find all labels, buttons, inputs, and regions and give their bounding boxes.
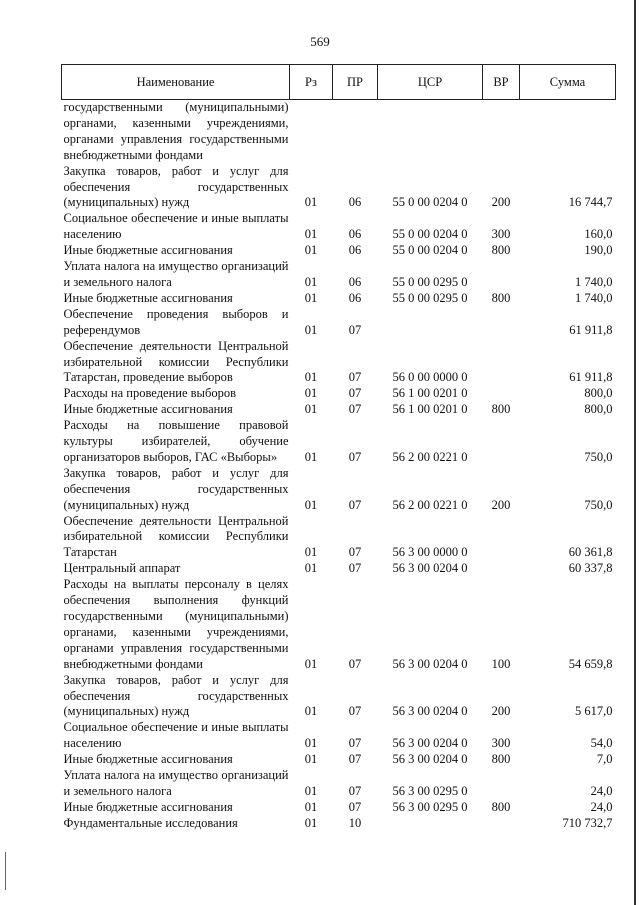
cell-vr: 200 (491, 704, 511, 719)
cell-vr (483, 561, 520, 577)
header-rz: Рз (290, 65, 333, 100)
cell-csr: 56 3 00 0204 0 (392, 752, 468, 767)
cell-sum: 60 337,8 (568, 561, 613, 576)
cell-rz: 01 (304, 402, 318, 417)
header-sum: Сумма (520, 65, 616, 100)
cell-sum: 1 740,0 (575, 290, 613, 305)
cell-csr (378, 816, 483, 832)
cell-pr: 07 (348, 322, 362, 337)
cell-pr: 07 (348, 704, 362, 719)
cell-pr: 06 (348, 290, 362, 305)
cell-name: Расходы на выплаты персоналу в целях обеспечения выполнения функций государственными (муниципальными) органами, казенными учреждениями, органами управления государственными внебюджетными фондами (63, 577, 289, 671)
cell-sum: 16 744,7 (568, 195, 613, 210)
cell-csr: 56 0 00 0000 0 (392, 370, 468, 385)
cell-rz: 01 (304, 783, 318, 798)
table-row (62, 418, 616, 466)
cell-pr: 07 (348, 449, 362, 464)
cell-sum (520, 100, 616, 164)
cell-sum: 1 740,0 (575, 274, 613, 289)
cell-sum: 24,0 (590, 799, 613, 814)
cell-csr: 56 3 00 0204 0 (392, 656, 468, 671)
cell-pr: 06 (348, 195, 362, 210)
cell-sum: 160,0 (584, 227, 613, 242)
cell-name: Закупка товаров, работ и услуг для обеспечения государственных (муниципальных) нужд (63, 672, 289, 719)
cell-name: Иные бюджетные ассигнования (63, 799, 233, 814)
cell-pr: 07 (348, 736, 362, 751)
table-header-row (62, 65, 616, 100)
cell-sum: 61 911,8 (569, 322, 613, 337)
cell-sum: 710 732,7 (562, 815, 613, 830)
header-pr: ПР (333, 65, 378, 100)
cell-name: государственными (муниципальными) органами, казенными учреждениями, органами управления государственными внебюджетными фондами (63, 100, 289, 162)
table-body (62, 100, 616, 832)
cell-pr: 07 (348, 799, 362, 814)
cell-rz: 01 (304, 243, 318, 258)
cell-vr (483, 339, 520, 387)
cell-sum: 54,0 (590, 736, 613, 751)
cell-name: Фундаментальные исследования (63, 815, 238, 830)
cell-sum: 60 361,8 (568, 545, 613, 560)
cell-name: Обеспечение деятельности Центральной избирательной комиссии Республики Татарстан (63, 513, 289, 560)
cell-csr: 56 2 00 0221 0 (392, 449, 468, 464)
cell-name: Расходы на повышение правовой культуры избирателей, обучение организаторов выборов, ГАС «Выборы» (63, 418, 289, 464)
cell-name: Закупка товаров, работ и услуг для обеспечения государственных (муниципальных) нужд (63, 163, 289, 210)
budget-table (61, 64, 616, 832)
cell-sum: 54 659,8 (568, 656, 613, 671)
cell-pr: 07 (348, 497, 362, 512)
cell-pr: 10 (348, 815, 362, 830)
table-row (62, 211, 616, 243)
cell-pr (333, 100, 378, 164)
table-row (62, 514, 616, 562)
cell-name: Центральный аппарат (63, 561, 181, 576)
cell-sum: 750,0 (584, 497, 613, 512)
cell-sum: 750,0 (584, 449, 613, 464)
cell-vr (483, 259, 520, 291)
table-row (62, 243, 616, 259)
cell-rz: 01 (304, 290, 318, 305)
cell-vr: 800 (491, 799, 511, 814)
cell-rz: 01 (304, 799, 318, 814)
cell-pr: 06 (348, 227, 362, 242)
cell-csr: 56 3 00 0204 0 (392, 736, 468, 751)
cell-vr: 300 (491, 736, 511, 751)
cell-csr: 56 3 00 0295 0 (392, 799, 468, 814)
cell-sum: 190,0 (584, 243, 613, 258)
table-row (62, 577, 616, 672)
cell-csr: 56 1 00 0201 0 (392, 402, 468, 417)
cell-name: Уплата налога на имущество организаций и земельного налога (63, 259, 289, 289)
cell-csr: 55 0 00 0295 0 (392, 274, 468, 289)
table-row (62, 402, 616, 418)
cell-rz: 01 (304, 561, 318, 576)
cell-pr: 07 (348, 656, 362, 671)
cell-csr: 56 3 00 0295 0 (392, 783, 468, 798)
table-row (62, 466, 616, 514)
cell-pr: 07 (348, 545, 362, 560)
table-row (62, 259, 616, 291)
cell-pr: 07 (348, 752, 362, 767)
cell-vr (483, 307, 520, 339)
cell-name: Социальное обеспечение и иные выплаты населению (63, 720, 289, 751)
cell-rz: 01 (304, 227, 318, 242)
cell-pr: 07 (348, 370, 362, 385)
cell-rz: 01 (304, 386, 318, 401)
cell-pr: 06 (348, 243, 362, 258)
cell-rz: 01 (304, 195, 318, 210)
cell-csr: 55 0 00 0204 0 (392, 227, 468, 242)
table-row (62, 561, 616, 577)
table-row (62, 164, 616, 212)
cell-name: Обеспечение деятельности Центральной избирательной комиссии Республики Татарстан, проведение выборов (63, 338, 289, 385)
cell-name: Иные бюджетные ассигнования (63, 290, 233, 305)
cell-csr: 56 3 00 0204 0 (392, 561, 468, 576)
table-row (62, 307, 616, 339)
cell-rz: 01 (304, 497, 318, 512)
cell-rz: 01 (304, 752, 318, 767)
cell-name: Иные бюджетные ассигнования (63, 402, 233, 417)
cell-sum: 800,0 (584, 386, 613, 401)
table-row (62, 339, 616, 387)
cell-pr: 07 (348, 402, 362, 417)
margin-mark (5, 852, 6, 890)
cell-rz: 01 (304, 656, 318, 671)
cell-vr: 800 (491, 402, 511, 417)
cell-pr: 07 (348, 561, 362, 576)
cell-vr: 300 (491, 227, 511, 242)
table-row (62, 673, 616, 721)
cell-pr: 07 (348, 386, 362, 401)
cell-sum: 61 911,8 (569, 370, 613, 385)
cell-name: Закупка товаров, работ и услуг для обеспечения государственных (муниципальных) нужд (63, 465, 289, 512)
cell-vr: 800 (491, 290, 511, 305)
cell-csr: 56 2 00 0221 0 (392, 497, 468, 512)
cell-csr: 55 0 00 0204 0 (392, 195, 468, 210)
cell-rz: 01 (304, 370, 318, 385)
cell-vr (483, 768, 520, 800)
cell-name: Иные бюджетные ассигнования (63, 752, 233, 767)
cell-name: Расходы на проведение выборов (63, 386, 236, 401)
cell-sum: 24,0 (590, 783, 613, 798)
cell-vr: 800 (491, 752, 511, 767)
cell-rz: 01 (304, 449, 318, 464)
cell-rz: 01 (304, 736, 318, 751)
table-row (62, 816, 616, 832)
cell-vr: 800 (491, 243, 511, 258)
cell-name: Социальное обеспечение и иные выплаты населению (63, 211, 289, 242)
cell-sum: 800,0 (584, 402, 613, 417)
cell-sum: 7,0 (596, 752, 613, 767)
cell-name: Уплата налога на имущество организаций и земельного налога (63, 768, 289, 798)
cell-vr (483, 816, 520, 832)
cell-vr (483, 386, 520, 402)
table-row (62, 800, 616, 816)
cell-rz: 01 (304, 322, 318, 337)
cell-pr: 07 (348, 783, 362, 798)
header-csr: ЦСР (378, 65, 483, 100)
cell-csr: 56 3 00 0204 0 (392, 704, 468, 719)
cell-sum: 5 617,0 (575, 704, 613, 719)
cell-rz: 01 (304, 274, 318, 289)
table-row (62, 100, 616, 164)
cell-csr (378, 100, 483, 164)
cell-vr (483, 100, 520, 164)
cell-rz: 01 (304, 815, 318, 830)
header-vr: ВР (483, 65, 520, 100)
table-row (62, 752, 616, 768)
cell-name: Иные бюджетные ассигнования (63, 243, 233, 258)
cell-vr (483, 418, 520, 466)
cell-vr: 100 (491, 656, 511, 671)
page-number: 569 (310, 34, 330, 49)
cell-csr: 55 0 00 0295 0 (392, 290, 468, 305)
cell-rz: 01 (304, 704, 318, 719)
cell-name: Обеспечение проведения выборов и референдумов (63, 306, 289, 337)
table-row (62, 386, 616, 402)
table-row (62, 768, 616, 800)
cell-pr: 06 (348, 274, 362, 289)
cell-csr: 56 1 00 0201 0 (392, 386, 468, 401)
cell-csr: 56 3 00 0000 0 (392, 545, 468, 560)
cell-rz (290, 100, 333, 164)
table-row (62, 291, 616, 307)
cell-vr: 200 (491, 497, 511, 512)
table-row (62, 720, 616, 752)
cell-rz: 01 (304, 545, 318, 560)
cell-vr (483, 514, 520, 562)
header-name: Наименование (62, 65, 290, 100)
cell-csr (378, 307, 483, 339)
page-edge-mark (634, 0, 636, 905)
cell-csr: 55 0 00 0204 0 (392, 243, 468, 258)
cell-vr: 200 (491, 195, 511, 210)
